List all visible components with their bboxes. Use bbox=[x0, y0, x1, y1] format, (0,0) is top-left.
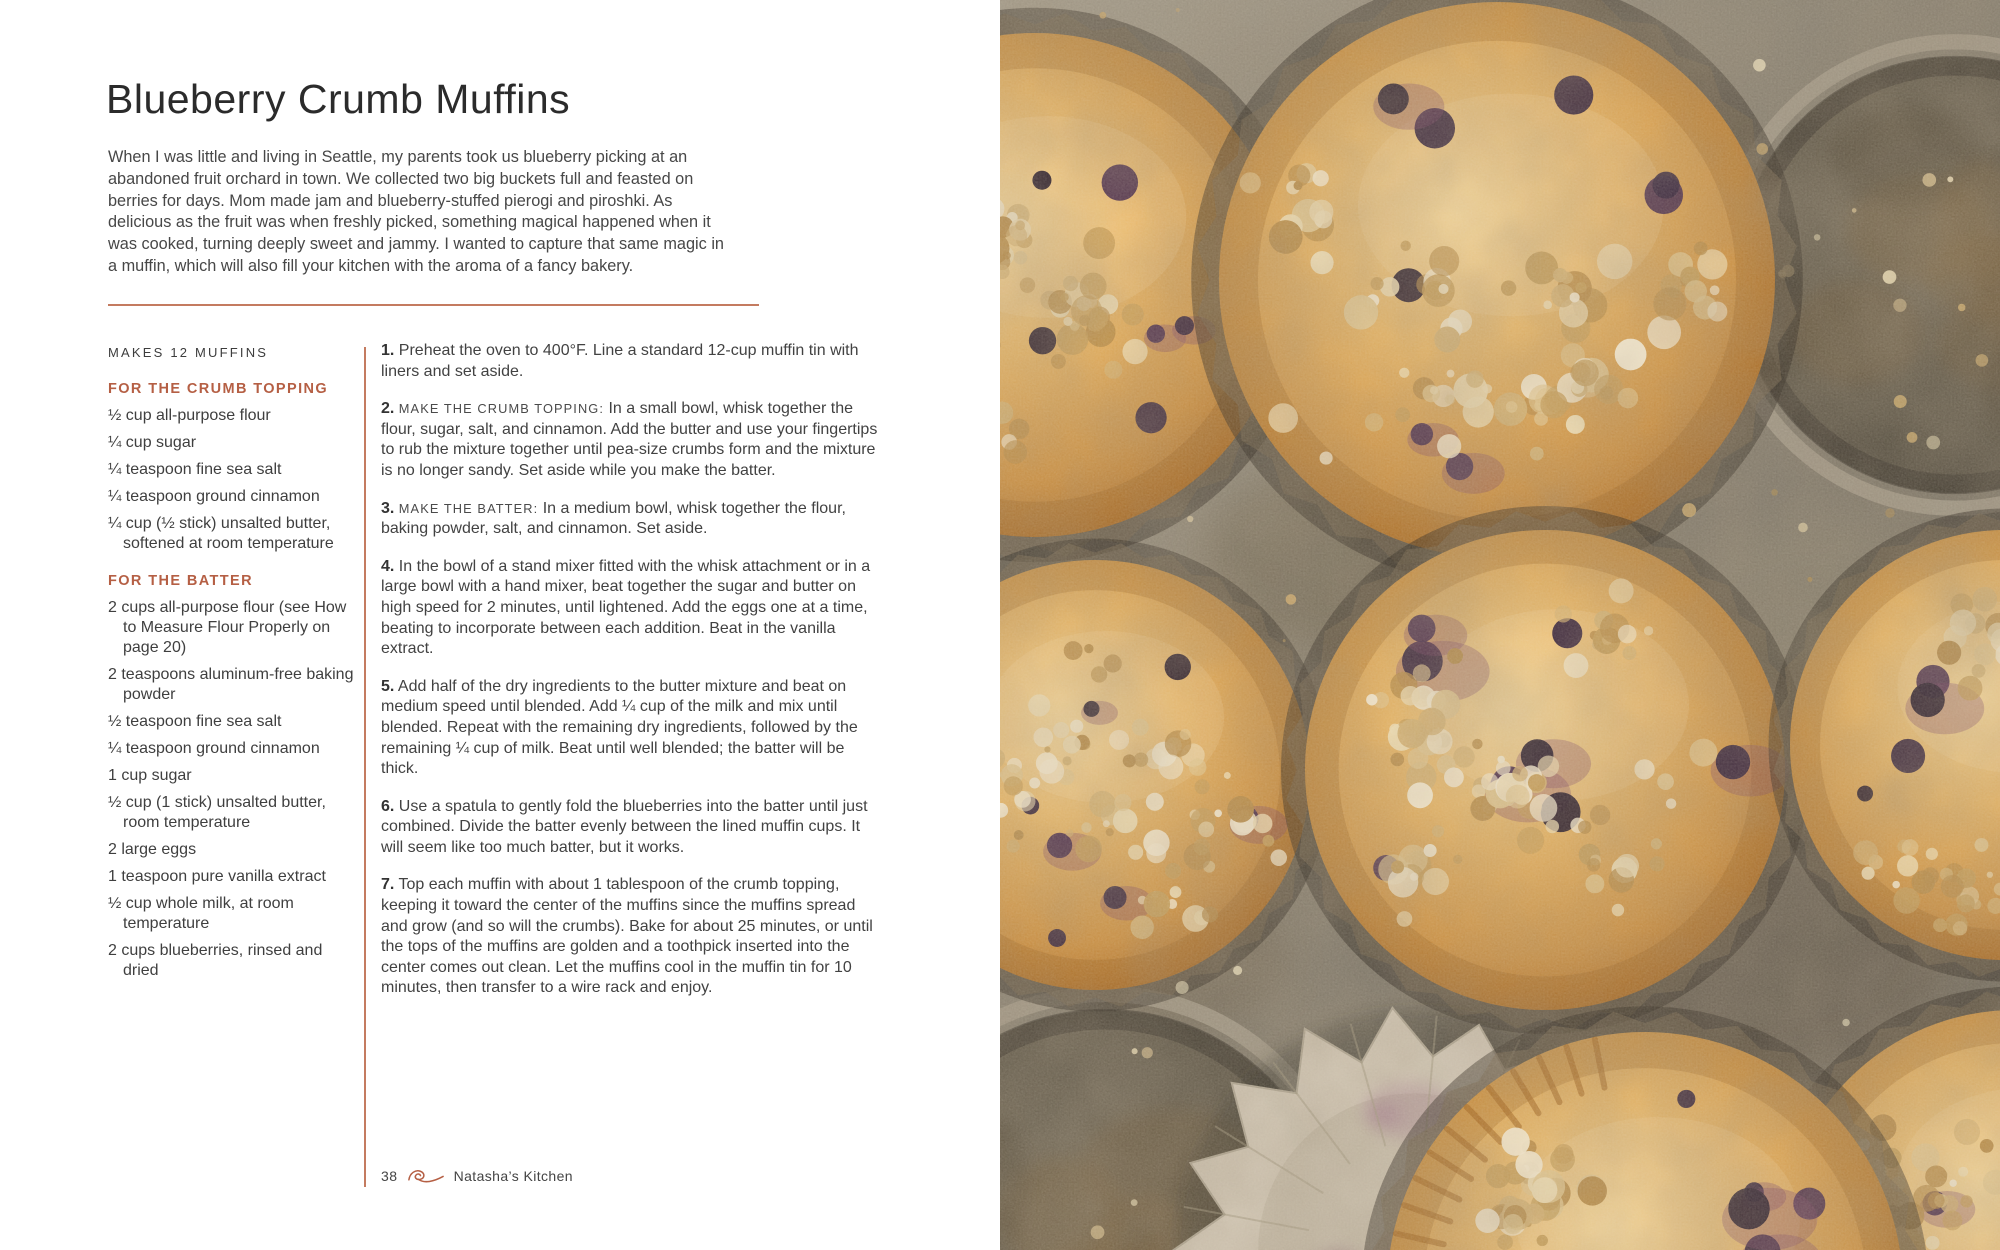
ingredient-section-heading: FOR THE CRUMB TOPPING bbox=[108, 381, 329, 397]
ingredient-item: ½ cup all-purpose flour bbox=[108, 407, 271, 424]
ingredient-item: 2 cups all-purpose flour (see How to Measure Flour Properly on page 20) bbox=[108, 599, 347, 656]
ingredient-item: 1 teaspoon pure vanilla extract bbox=[108, 868, 326, 885]
intro-divider bbox=[108, 304, 759, 306]
step-label: MAKE THE CRUMB TOPPING: bbox=[398, 401, 604, 417]
recipe-intro: When I was little and living in Seattle, my parents took us blueberry picking at an abandoned fruit orchard in town. We collected two big buckets full and feasted on berries for days. Mom made jam and blueberry-stuffed pierogi and piroshki. As delicious as the fruit was when freshly picked, something magical happened when it was cooked, turning deeply sweet and jammy. I wanted to capture that same magic in a muffin, which will also fill your kitchen with the aroma of a fancy bakery. bbox=[108, 148, 724, 275]
blueberry-muffins-photo-svg bbox=[1000, 0, 2000, 1250]
ingredient-section-heading: FOR THE BATTER bbox=[108, 573, 253, 589]
ingredient-item: 2 cups blueberries, rinsed and dried bbox=[108, 942, 323, 979]
ingredient-item: ½ cup whole milk, at room temperature bbox=[108, 895, 294, 932]
book-title: Natasha’s Kitchen bbox=[453, 1168, 573, 1184]
step-number: 7. bbox=[381, 876, 395, 894]
recipe-step bbox=[381, 341, 885, 382]
ingredient-item: 2 large eggs bbox=[108, 841, 197, 858]
step-text: Use a spatula to gently fold the blueberries into the batter until just combined. Divide the batter evenly between the lined muffin cups. It will seem like too much batter, but it works. bbox=[381, 797, 868, 856]
step-text: In the bowl of a stand mixer fitted with the whisk attachment or in a large bowl with a hand mixer, beat together the sugar and butter on high speed for 2 minutes, until lightened. Add the eggs one at a time, beating to incorporate between each addition. Beat in the vanilla extract. bbox=[381, 557, 871, 658]
step-number: 3. bbox=[381, 499, 395, 517]
step-text: In a small bowl, whisk together the flour, sugar, salt, and cinnamon. Add the butter and use your fingertips to rub the mixture together until pea-size crumbs form and the mixture is no longer sandy. Set aside while you make the batter. bbox=[381, 400, 878, 479]
ingredient-item: 1 cup sugar bbox=[108, 767, 192, 784]
step-number: 6. bbox=[381, 797, 395, 815]
ingredient-item: ¼ cup sugar bbox=[108, 434, 197, 451]
step-text: Top each muffin with about 1 tablespoon of the crumb topping, keeping it toward the center of the muffins since the muffins spread and grow (and so will the crumbs). Bake for about 25 minutes, or until the tops of the muffins are golden and a toothpick inserted into the center comes out clean. Let the muffins cool in the muffin tin for 10 minutes, then transfer to a wire rack and enjoy. bbox=[381, 876, 873, 997]
ingredient-section bbox=[108, 573, 360, 981]
instructions-column bbox=[381, 341, 885, 1016]
ingredient-list bbox=[108, 598, 360, 981]
step-number: 4. bbox=[381, 557, 395, 575]
step-label: MAKE THE BATTER: bbox=[398, 500, 539, 516]
step-text: In a medium bowl, whisk together the flour, baking powder, salt, and cinnamon. Set aside. bbox=[381, 499, 846, 538]
recipe-step bbox=[381, 499, 885, 540]
ingredient-item: ¼ teaspoon fine sea salt bbox=[108, 461, 282, 478]
page-footer bbox=[381, 1167, 573, 1185]
step-number: 1. bbox=[381, 342, 395, 359]
recipe-step bbox=[381, 797, 885, 859]
ingredients-sections bbox=[108, 381, 360, 988]
recipe-step bbox=[381, 399, 885, 481]
ingredient-item: ½ teaspoon fine sea salt bbox=[108, 713, 282, 730]
yield-label: MAKES 12 MUFFINS bbox=[108, 345, 269, 360]
ingredient-item: ½ cup (1 stick) unsalted butter, room temperature bbox=[108, 794, 326, 831]
muffin-photo bbox=[1000, 0, 2000, 1250]
ingredient-item: 2 teaspoons aluminum-free baking powder bbox=[108, 666, 354, 703]
recipe-step bbox=[381, 875, 885, 999]
column-divider bbox=[364, 347, 366, 1187]
ingredient-list bbox=[108, 406, 360, 554]
recipe-step bbox=[381, 677, 885, 780]
recipe-title: Blueberry Crumb Muffins bbox=[106, 76, 571, 122]
step-number: 5. bbox=[381, 677, 395, 695]
step-number: 2. bbox=[381, 400, 395, 418]
page-number: 38 bbox=[381, 1168, 398, 1184]
ingredient-item: ¼ teaspoon ground cinnamon bbox=[108, 740, 320, 757]
step-text: Add half of the dry ingredients to the butter mixture and beat on medium speed until blended. Add ¼ cup of the milk and mix until blended. Repeat with the remaining dry ingredients, followed by the remaining ¼ cup of milk. Beat until well blended; the batter will be thick. bbox=[381, 677, 858, 778]
ingredient-item: ¼ teaspoon ground cinnamon bbox=[108, 488, 320, 505]
recipe-step bbox=[381, 557, 885, 660]
ingredient-item: ¼ cup (½ stick) unsalted butter, softened at room temperature bbox=[108, 515, 334, 552]
ingredient-section bbox=[108, 381, 360, 554]
step-text: Preheat the oven to 400°F. Line a standard 12-cup muffin tin with liners and set aside. bbox=[381, 342, 859, 380]
swirl-flourish-icon bbox=[407, 1167, 445, 1185]
